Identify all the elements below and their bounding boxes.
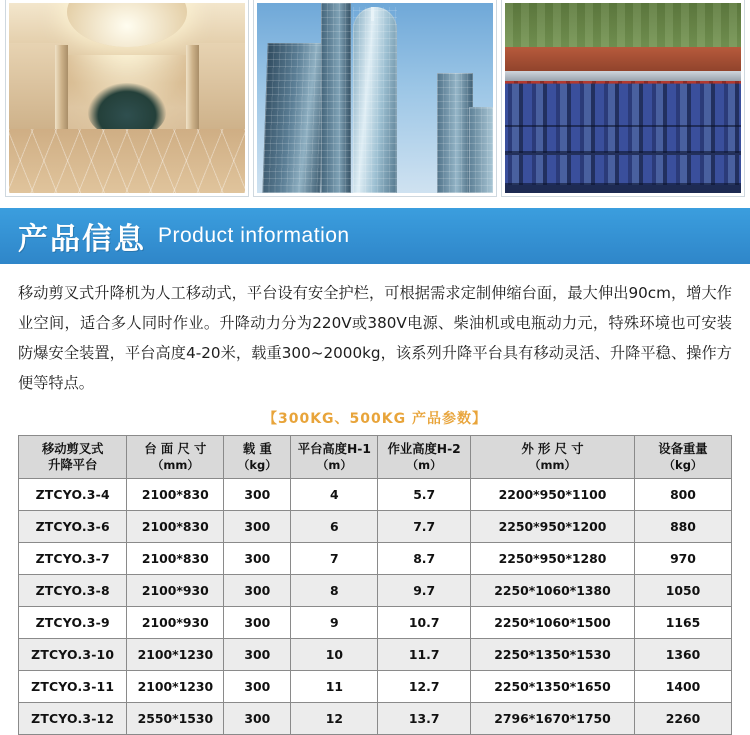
spec-table-body xyxy=(19,479,732,735)
spec-cell: 8 xyxy=(291,575,378,607)
spec-cell: 1360 xyxy=(635,639,732,671)
spec-col-weight: 设备重量 （kg） xyxy=(635,436,732,479)
table-row xyxy=(19,511,732,543)
spec-cell: 300 xyxy=(224,607,291,639)
spec-col-platform-size: 台 面 尺 寸 （mm） xyxy=(127,436,224,479)
spec-col-platform-height: 平台高度H-1 （m） xyxy=(291,436,378,479)
spec-cell-model: ZTCYO.3-4 xyxy=(19,479,127,511)
spec-cell: 1050 xyxy=(635,575,732,607)
spec-table-header-row xyxy=(19,436,732,479)
table-row xyxy=(19,703,732,735)
spec-cell: 10.7 xyxy=(378,607,471,639)
spec-cell: 11 xyxy=(291,671,378,703)
spec-cell: 300 xyxy=(224,511,291,543)
table-row xyxy=(19,671,732,703)
section-title-cn: 产品信息 xyxy=(18,222,146,257)
glass-grid-icon xyxy=(469,107,493,193)
photo-strip xyxy=(0,0,750,200)
spec-table-caption: 【300KG、500KG 产品参数】 xyxy=(262,411,487,427)
stadium-seat-row xyxy=(502,155,744,185)
spec-cell: 2100*1230 xyxy=(127,639,224,671)
spec-cell: 11.7 xyxy=(378,639,471,671)
spec-col-overall-size: 外 形 尺 寸 （mm） xyxy=(471,436,635,479)
spec-cell: 1400 xyxy=(635,671,732,703)
spec-col-model: 移动剪叉式 升降平台 xyxy=(19,436,127,479)
glass-grid-icon xyxy=(262,43,325,193)
spec-col-load: 载 重 （kg） xyxy=(224,436,291,479)
spec-cell: 2100*830 xyxy=(127,511,224,543)
spec-cell: 7 xyxy=(291,543,378,575)
spec-cell: 300 xyxy=(224,543,291,575)
tower-5 xyxy=(469,107,493,193)
spec-cell: 2200*950*1100 xyxy=(471,479,635,511)
stadium-seat-rows xyxy=(505,81,741,193)
glass-grid-icon xyxy=(353,7,397,193)
spec-col-working-height: 作业高度H-2 （m） xyxy=(378,436,471,479)
section-title-en: Product information xyxy=(158,224,350,247)
spec-cell-model: ZTCYO.3-9 xyxy=(19,607,127,639)
product-description: 移动剪叉式升降机为人工移动式，平台设有安全护栏，可根据需求定制伸缩台面，最大伸出90cm，增大作业空间，适合多人同时作业。升降动力分为220V或380V电源、柴油机或电瓶动力元，特殊环境也可安装防爆安全装置，平台高度4-20米，载重300~2000kg，该系列升降平台具有移动灵活、升降平稳、操作方便等特点。 xyxy=(18,284,732,392)
spec-cell: 2100*830 xyxy=(127,543,224,575)
tower-4 xyxy=(437,73,473,193)
spec-cell: 2250*1350*1530 xyxy=(471,639,635,671)
section-header xyxy=(0,208,750,264)
spec-cell: 2250*1060*1500 xyxy=(471,607,635,639)
spec-cell: 6 xyxy=(291,511,378,543)
spec-cell: 880 xyxy=(635,511,732,543)
stadium-seats-photo xyxy=(502,0,744,196)
spec-cell-model: ZTCYO.3-8 xyxy=(19,575,127,607)
spec-cell: 1165 xyxy=(635,607,732,639)
spec-cell: 9.7 xyxy=(378,575,471,607)
spec-cell: 970 xyxy=(635,543,732,575)
spec-cell: 2250*1060*1380 xyxy=(471,575,635,607)
lobby-marble-floor xyxy=(9,129,245,193)
spec-cell-model: ZTCYO.3-7 xyxy=(19,543,127,575)
spec-cell: 2100*930 xyxy=(127,575,224,607)
spec-cell: 800 xyxy=(635,479,732,511)
spec-cell: 2100*830 xyxy=(127,479,224,511)
stadium-track xyxy=(505,47,741,73)
spec-cell: 2250*950*1200 xyxy=(471,511,635,543)
tower-2 xyxy=(321,0,351,193)
spec-cell: 300 xyxy=(224,703,291,735)
spec-cell: 300 xyxy=(224,639,291,671)
spec-cell: 13.7 xyxy=(378,703,471,735)
spec-cell: 10 xyxy=(291,639,378,671)
hotel-lobby-photo xyxy=(6,0,248,196)
tower-spire xyxy=(371,7,374,21)
spec-cell: 2260 xyxy=(635,703,732,735)
glass-grid-icon xyxy=(321,0,351,193)
stadium-seat-row xyxy=(502,101,744,127)
spec-cell-model: ZTCYO.3-11 xyxy=(19,671,127,703)
tower-1 xyxy=(262,43,325,193)
spec-cell-model: ZTCYO.3-6 xyxy=(19,511,127,543)
spec-cell: 12.7 xyxy=(378,671,471,703)
spec-cell: 2250*1350*1650 xyxy=(471,671,635,703)
spec-cell: 300 xyxy=(224,671,291,703)
spec-cell: 4 xyxy=(291,479,378,511)
spec-cell: 2100*930 xyxy=(127,607,224,639)
spec-table-wrap xyxy=(0,435,750,735)
table-row xyxy=(19,639,732,671)
spec-cell: 2796*1670*1750 xyxy=(471,703,635,735)
table-row xyxy=(19,479,732,511)
spec-cell: 7.7 xyxy=(378,511,471,543)
glass-grid-icon xyxy=(437,73,473,193)
spec-cell: 2100*1230 xyxy=(127,671,224,703)
stadium-seat-row xyxy=(502,127,744,153)
spec-cell-model: ZTCYO.3-12 xyxy=(19,703,127,735)
table-row xyxy=(19,543,732,575)
tower-3 xyxy=(353,7,397,193)
spec-cell: 300 xyxy=(224,479,291,511)
table-row xyxy=(19,575,732,607)
spec-cell: 2250*950*1280 xyxy=(471,543,635,575)
spec-table xyxy=(18,435,732,735)
spec-cell: 12 xyxy=(291,703,378,735)
spec-cell-model: ZTCYO.3-10 xyxy=(19,639,127,671)
spec-cell: 8.7 xyxy=(378,543,471,575)
spec-cell: 2550*1530 xyxy=(127,703,224,735)
skyscraper-photo xyxy=(254,0,496,196)
stadium-barrier xyxy=(505,71,741,81)
table-row xyxy=(19,607,732,639)
spec-cell: 300 xyxy=(224,575,291,607)
spec-cell: 9 xyxy=(291,607,378,639)
spec-cell: 5.7 xyxy=(378,479,471,511)
